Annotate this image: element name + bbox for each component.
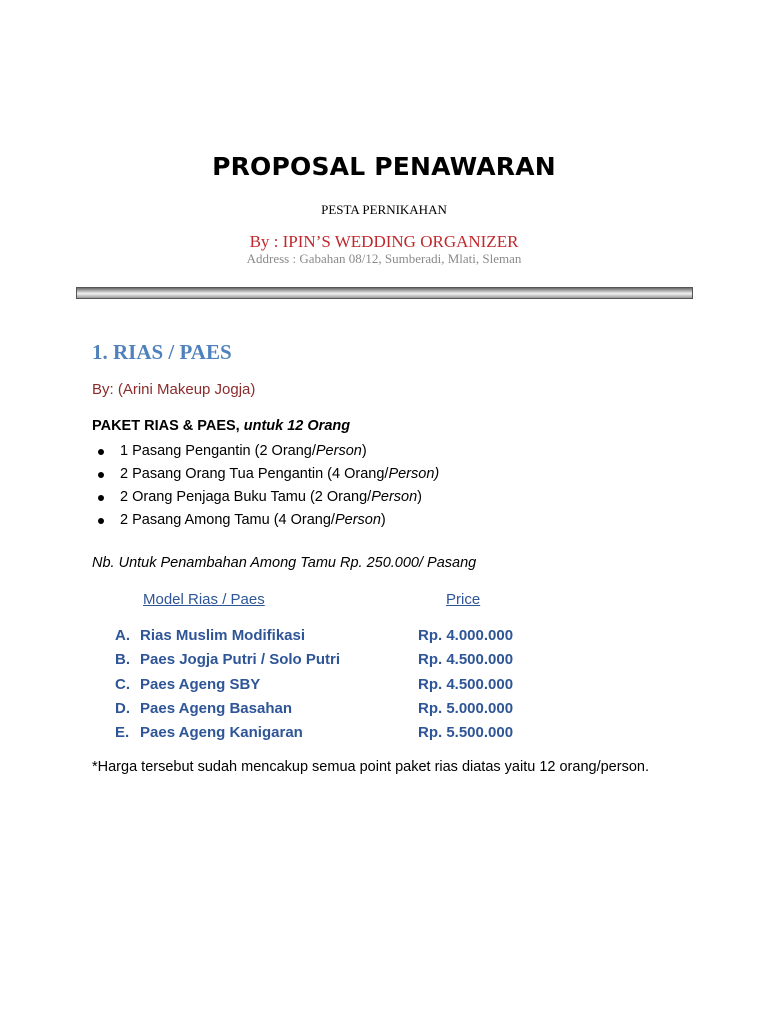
list-item: 1 Pasang Pengantin (2 Orang/Person) xyxy=(92,440,439,463)
row-price: Rp. 5.000.000 xyxy=(418,699,514,717)
package-title xyxy=(92,418,350,434)
package-title-italic: untuk 12 Orang xyxy=(243,418,351,434)
bullet-icon xyxy=(98,518,104,524)
row-model-name: Paes Ageng SBY xyxy=(140,675,261,693)
row-letter: C. xyxy=(115,675,130,693)
header-divider xyxy=(76,287,693,299)
row-price: Rp. 4.500.000 xyxy=(418,675,514,693)
list-item: 2 Pasang Among Tamu (4 Orang/Person) xyxy=(92,509,439,532)
row-model-name: Paes Ageng Basahan xyxy=(140,699,292,717)
row-model-name: Paes Jogja Putri / Solo Putri xyxy=(140,651,341,669)
row-price: Rp. 4.000.000 xyxy=(418,627,514,644)
document-title: PROPOSAL PENAWARAN xyxy=(212,152,556,181)
section-heading: 1. RIAS / PAES xyxy=(92,340,232,364)
organizer-address: Address : Gabahan 08/12, Sumberadi, Mlati, Sleman xyxy=(246,251,522,266)
price-footnote: *Harga tersebut sudah mencakup semua point paket rias diatas yaitu 12 orang/person. xyxy=(92,759,649,775)
table-row xyxy=(115,625,535,649)
organizer-name: By : IPIN’S WEDDING ORGANIZER xyxy=(249,232,519,251)
column-header-price: Price xyxy=(446,591,481,608)
package-item-list xyxy=(92,440,439,532)
table-row xyxy=(115,674,535,698)
bullet-icon xyxy=(98,495,104,501)
bullet-icon xyxy=(98,449,104,455)
document-subtitle: PESTA PERNIKAHAN xyxy=(321,202,447,217)
table-row xyxy=(115,649,535,673)
bullet-icon xyxy=(98,472,104,478)
package-title-main: PAKET RIAS & PAES, xyxy=(92,418,240,434)
additional-note: Nb. Untuk Penambahan Among Tamu Rp. 250.000/ Pasang xyxy=(92,555,477,571)
table-row xyxy=(115,698,535,722)
list-item: 2 Pasang Orang Tua Pengantin (4 Orang/Person) xyxy=(92,463,439,486)
row-letter: A. xyxy=(115,627,130,644)
row-model-name: Rias Muslim Modifikasi xyxy=(140,627,306,644)
row-model-name: Paes Ageng Kanigaran xyxy=(140,724,303,742)
row-price: Rp. 5.500.000 xyxy=(418,724,514,742)
table-row xyxy=(115,722,535,746)
row-letter: E. xyxy=(115,724,130,742)
vendor-by-line: By: (Arini Makeup Jogja) xyxy=(92,381,256,398)
row-price: Rp. 4.500.000 xyxy=(418,651,514,669)
row-letter: B. xyxy=(115,651,130,669)
price-list xyxy=(115,625,535,746)
row-letter: D. xyxy=(115,699,130,717)
list-item: 2 Orang Penjaga Buku Tamu (2 Orang/Person) xyxy=(92,486,439,509)
column-header-model: Model Rias / Paes xyxy=(143,591,265,608)
